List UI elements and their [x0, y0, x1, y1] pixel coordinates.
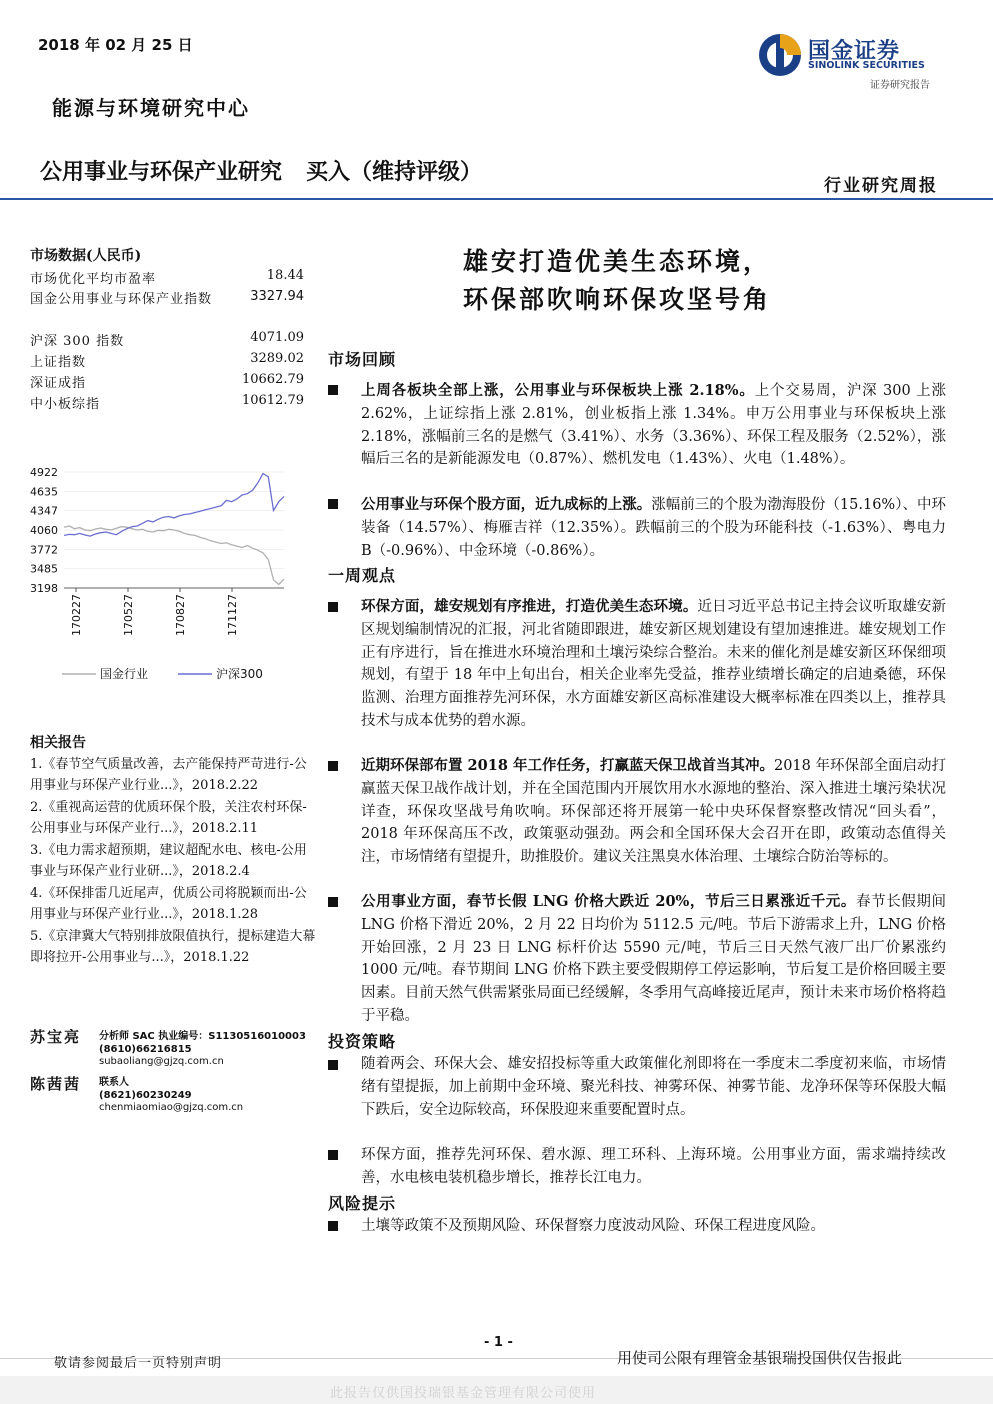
chart-x-tick-label: 170827 — [174, 594, 187, 636]
market-row — [30, 330, 304, 349]
weekly-paragraph-3 — [361, 891, 946, 1028]
risk-paragraph: 土壤等政策不及预期风险、环保督察力度波动风险、环保工程进度风险。 — [361, 1218, 825, 1234]
bullet-icon — [328, 1150, 338, 1160]
industry-name: 公用事业与环保产业研究 — [40, 160, 283, 185]
review-1-body: 上个交易周，沪深 300 上涨 2.62%，上证综指上涨 2.81%，创业板指上涨 1.34%。申万公用事业与环保板块上涨 2.18%，涨幅前三名的是燃气（3.41%）、水务（3.36%）、环保工程及服务（2.52%），涨幅后三名的是新能源发电（0.87%）、燃机发电（1.43%）、火电（1.48%）。 — [361, 383, 946, 468]
analyst-info — [99, 1077, 243, 1115]
logo-subtitle: 证券研究报告 — [870, 80, 930, 91]
analyst-role: 联系人 — [99, 1077, 129, 1088]
related-report-item[interactable]: 4.《环保排雷几近尾声，优质公司将脱颖而出-公用事业与环保产业行业...》，2018.1.28 — [30, 886, 307, 922]
market-row-label: 中小板综指 — [30, 397, 101, 412]
market-row-label: 国金公用事业与环保产业指数 — [30, 292, 213, 307]
bullet-icon — [328, 1060, 338, 1070]
weekly-1-lead: 环保方面，雄安规划有序推进，打造优美生态环境。 — [361, 598, 698, 615]
chart-y-tick-label: 4635 — [30, 485, 58, 499]
report-date: 2018 年 02 月 25 日 — [38, 36, 193, 54]
chart-x-tick-label: 170227 — [70, 594, 83, 636]
analyst-email[interactable]: chenmiaomiao@gjzq.com.cn — [99, 1102, 244, 1113]
weekly-1-body: 近日习近平总书记主持会议听取雄安新区规划编制情况的汇报，河北省随即跟进，雄安新区规划建设有望加速推进。雄安规划工作正有序进行，旨在推进水环境治理和土壤污染综合整治。未来的催化剂是雄安新区环保细项规划，有望于 18 年中上旬出台，相关企业率先受益，推荐业绩增长确定的启迪桑德，环保监测、治理方面推荐先河环保，水方面雄安新区高标准建设大概率标准在四类以上，推荐具技术与成本优势的碧水源。 — [361, 599, 947, 729]
review-2-lead: 公用事业与环保个股方面，近九成标的上涨。 — [361, 496, 652, 513]
report-title-line-1: 雄安打造优美生态环境， — [463, 247, 772, 276]
market-row-label: 深证成指 — [30, 376, 87, 391]
page-number: - 1 - — [484, 1335, 513, 1350]
analyst-name: 苏宝亮 — [30, 1028, 82, 1046]
strategy-paragraph-1: 随着两会、环保大会、雄安招投标等重大政策催化剂即将在一季度末二季度初来临，市场情绪有望提振，加上前期中金环境、聚光科技、神雾环保、神雾节能、龙净环保等环保股大幅下跌后，安全边际较高，环保股迎来重要配置时点。 — [361, 1056, 946, 1118]
rating: 买入（维持评级） — [306, 160, 483, 185]
chart-series-line — [64, 526, 284, 585]
industry-headline — [40, 155, 482, 186]
market-row-label: 沪深 300 指数 — [30, 334, 125, 349]
market-row-value: 18.44 — [266, 268, 304, 283]
weekly-paragraph-2 — [361, 755, 946, 869]
review-1-lead: 上周各板块全部上涨，公用事业与环保板块上涨 2.18%。 — [361, 382, 755, 399]
weekly-paragraph-1 — [361, 596, 946, 733]
header-rule — [0, 198, 993, 200]
market-row — [30, 268, 304, 287]
weekly-3-body: 春节长假期间 LNG 价格下滑近 20%，2 月 22 日均价为 5112.5 元/吨。节后下游需求上升，LNG 价格开始回涨，2 月 23 日 LNG 标杆价达 5590 元/吨，节后三日天然气液厂出厂价累涨约 1000 元/吨。春节期间 LNG 价格下跌主要受假期停工停运影响，节后复工是价格回暖主要因素。目前天然气供需紧张局面已经缓解，冬季用气高峰接近尾声，预计未来市场价格将趋于平稳。 — [361, 894, 946, 1024]
chart-legend-label: 沪深300 — [216, 667, 263, 681]
market-row-value: 10612.79 — [241, 393, 304, 408]
analyst-phone: (8621)60230249 — [99, 1089, 192, 1101]
footer-disclaimer: 敬请参阅最后一页特别声明 — [54, 1356, 223, 1371]
bullet-icon — [328, 897, 338, 907]
department: 能源与环境研究中心 — [52, 96, 250, 120]
related-report-item[interactable]: 1.《春节空气质量改善，去产能保持严苛进行-公用事业与环保产业行业...》，2018.2.22 — [30, 757, 307, 793]
analyst-phone: (8610)66216815 — [99, 1043, 192, 1055]
market-row — [30, 351, 304, 370]
logo-text-cn: 国金证券 — [808, 39, 901, 64]
weekly-2-lead: 近期环保部布置 2018 年工作任务，打赢蓝天保卫战首当其冲。 — [361, 757, 774, 774]
bullet-icon — [328, 499, 338, 509]
market-row — [30, 372, 304, 391]
weekly-2-body: 2018 年环保部全面启动打赢蓝天保卫战作战计划，并在全国范围内开展饮用水水源地的整治、深入推进土壤污染状况详查，环保攻坚战号角吹响。环保部还将开展第一轮中央环保督察整改情况“回头看”，2018 年环保高压不改，政策驱动强劲。两会和全国环保大会召开在即，政策动态值得关注，市场情绪有望提升，助推股价。建议关注黑臭水体治理、土壤综合防治等标的。 — [361, 758, 947, 866]
chart-y-tick-label: 4922 — [30, 466, 58, 479]
watermark-text: 此报告仅供国投瑞银基金管理有限公司使用 — [330, 1386, 597, 1401]
related-report-item[interactable]: 2.《重视高运营的优质环保个股，关注农村环保-公用事业与环保产业行...》，2018.2.11 — [30, 800, 307, 836]
chart-y-tick-label: 4060 — [30, 524, 58, 537]
chart-y-tick-label: 4347 — [30, 504, 58, 518]
bullet-icon — [328, 602, 338, 612]
bullet-icon — [328, 385, 338, 395]
market-row-label: 上证指数 — [30, 355, 87, 370]
chart-x-tick-label: 171127 — [226, 594, 239, 636]
market-row-value: 3289.02 — [250, 351, 304, 366]
section-investment-strategy: 投资策略 — [328, 1032, 397, 1051]
chart-y-tick-label: 3198 — [30, 582, 58, 595]
chart-y-tick-label: 3485 — [30, 562, 58, 576]
chart-legend-label: 国金行业 — [100, 667, 149, 681]
sinolink-logo-icon — [757, 32, 803, 78]
review-2-body: 涨幅前三的个股为渤海股份（15.16%）、中环装备（14.57%）、梅雁吉祥（12.35%）。跌幅前三的个股为环能科技（-1.63%）、粤电力 B（-0.96%）、中金环境（-0.86%）。 — [361, 497, 946, 559]
related-report-item[interactable]: 5.《京津冀大气特别排放限值执行，提标建造大幕即将拉开-公用事业与...》，2018.1.22 — [30, 929, 316, 965]
chart-series-line — [64, 474, 284, 537]
chart-x-tick-label: 170527 — [122, 594, 135, 636]
strategy-paragraph-2: 环保方面，推荐先河环保、碧水源、理工环科、上海环境。公用事业方面，需求端持续改善，水电核电装机稳步增长，推荐长江电力。 — [361, 1147, 946, 1186]
footer-license-text: 用使司公限有理管金基银瑞投国供仅告报此 — [617, 1349, 903, 1367]
market-row — [30, 393, 304, 412]
bullet-icon — [328, 1221, 338, 1231]
logo-text-en: SINOLINK SECURITIES — [808, 60, 925, 71]
related-reports-title: 相关报告 — [30, 735, 86, 751]
report-type: 行业研究周报 — [824, 176, 938, 196]
weekly-3-lead: 公用事业方面，春节长假 LNG 价格大跌近 20%，节后三日累涨近千元。 — [361, 893, 856, 910]
related-report-item[interactable]: 3.《电力需求超预期，建议超配水电、核电-公用事业与环保产业行业研...》，2018.2.4 — [30, 843, 307, 879]
review-paragraph-2 — [361, 494, 946, 562]
report-title-line-2: 环保部吹响环保攻坚号角 — [463, 285, 772, 314]
index-line-chart — [28, 460, 298, 710]
analyst-email[interactable]: subaoliang@gjzq.com.cn — [99, 1056, 224, 1067]
market-data-title: 市场数据(人民币) — [30, 248, 142, 264]
analyst-info — [99, 1031, 306, 1069]
market-row-label: 市场优化平均市盈率 — [30, 272, 157, 287]
market-row-value: 4071.09 — [250, 330, 304, 345]
section-weekly-view: 一周观点 — [328, 566, 397, 585]
market-row-value: 3327.94 — [250, 289, 304, 304]
section-risk: 风险提示 — [328, 1194, 397, 1213]
analyst-role: 分析师 SAC 执业编号：S1130516010003 — [99, 1031, 306, 1042]
market-row-value: 10662.79 — [241, 372, 304, 387]
section-market-review: 市场回顾 — [328, 350, 397, 369]
bullet-icon — [328, 761, 338, 771]
chart-y-tick-label: 3772 — [30, 543, 58, 557]
analyst-name: 陈茜茜 — [30, 1075, 82, 1093]
review-paragraph-1 — [361, 380, 946, 471]
